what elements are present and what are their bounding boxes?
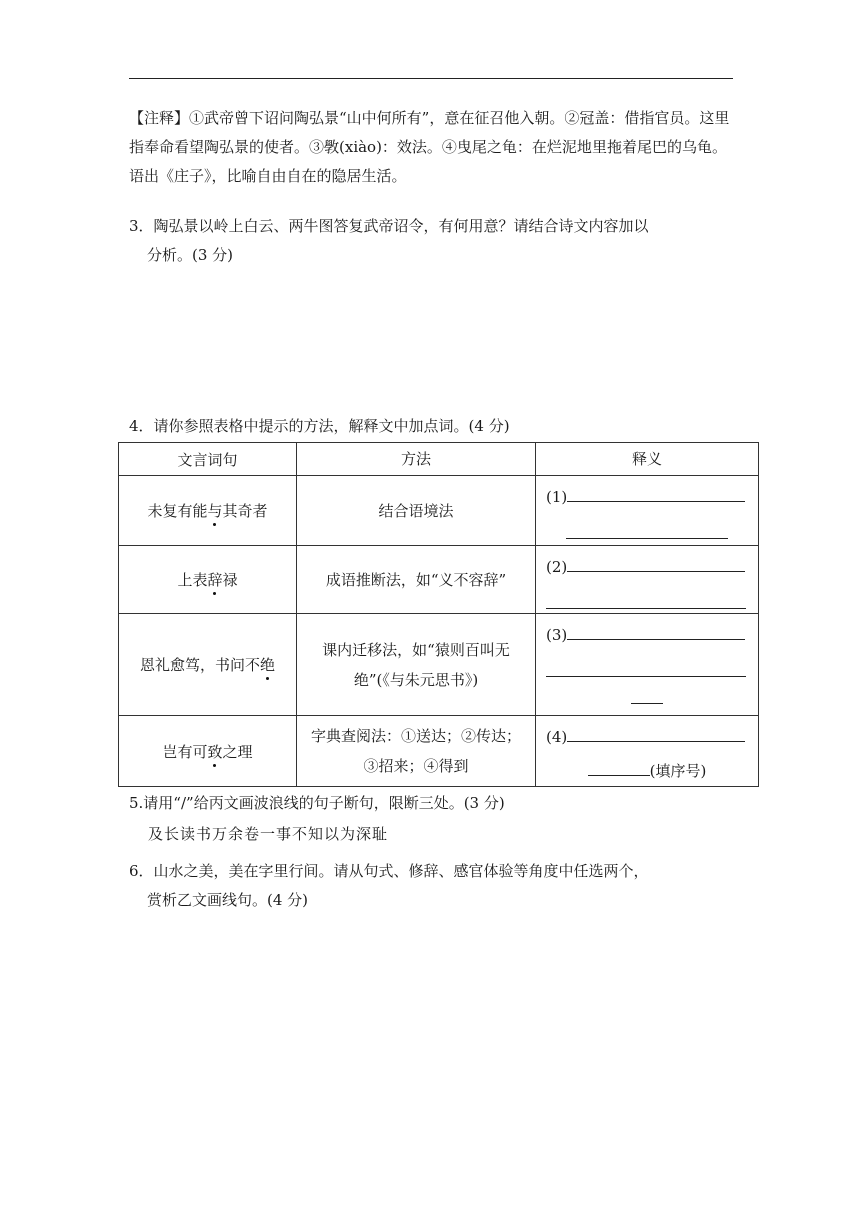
answer-cell <box>536 716 759 787</box>
phrase-cell <box>119 716 297 787</box>
answer-cell <box>536 546 759 614</box>
dotted-char: 致 <box>207 742 223 761</box>
answer-blank[interactable] <box>588 757 650 776</box>
question-5: 5.请用“/”给丙文画波浪线的句子断句，限断三处。(3 分) <box>129 794 505 812</box>
explanation-table <box>118 442 759 787</box>
phrase-cell <box>119 614 297 716</box>
question-3 <box>129 212 733 270</box>
phrase-cell <box>119 476 297 546</box>
dotted-char: 辞 <box>207 571 223 589</box>
phrase-text: 之理 <box>222 742 253 761</box>
note-text: ①武帝曾下诏问陶弘景“山中何所有”，意在征召他入朝。②冠盖：借指官员。这里指奉命看望陶弘景的使者。③斆(xiào)：效法。④曳尾之龟：在烂泥地里拖着尾巴的乌龟。语出《庄子》，比喻自由自在的隐居生活。 <box>129 109 730 185</box>
phrase-text: 未复有能 <box>147 502 208 520</box>
note-label: 【注释】 <box>129 109 190 127</box>
answer-number: (3) <box>546 626 568 644</box>
answer-blank[interactable] <box>567 483 745 502</box>
dotted-char: 绝 <box>260 656 276 674</box>
phrase-text: 上表 <box>177 571 208 589</box>
top-rule <box>129 78 733 79</box>
method-cell: 结合语境法 <box>297 476 536 546</box>
phrase-text: 禄 <box>222 571 238 589</box>
question-4: 4．请你参照表格中提示的方法，解释文中加点词。(4 分) <box>129 417 510 435</box>
phrase-text: 岂有可 <box>162 742 208 761</box>
question-3-line2: 分析。(3 分) <box>147 246 234 264</box>
answer-number: (2) <box>546 558 568 576</box>
table-row <box>119 476 759 546</box>
answer-blank[interactable] <box>546 658 746 677</box>
answer-number: (4) <box>546 728 568 746</box>
table-header: 文言词句 <box>119 443 297 476</box>
answer-hint: (填序号) <box>649 762 707 780</box>
table-header: 释义 <box>536 443 759 476</box>
phrase-cell <box>119 546 297 614</box>
method-cell: 字典查阅法：①送达；②传达；③招来；④得到 <box>297 716 536 787</box>
phrase-text: 其奇者 <box>222 502 268 520</box>
answer-hint-line <box>546 756 748 786</box>
table-row <box>119 716 759 787</box>
method-cell: 成语推断法，如“义不容辞” <box>297 546 536 614</box>
answer-cell <box>536 476 759 546</box>
dotted-char: 与 <box>207 502 223 520</box>
answer-blank[interactable] <box>567 553 745 572</box>
table-row <box>119 546 759 614</box>
question-6-line1: 6．山水之美，美在字里行间。请从句式、修辞、感官体验等角度中任选两个， <box>129 862 649 880</box>
answer-number: (1) <box>546 488 568 506</box>
question-5-sentence: 及长读书万余卷一事不知以为深耻 <box>148 825 389 843</box>
answer-blank[interactable] <box>546 590 746 609</box>
question-6 <box>129 857 733 915</box>
method-cell: 课内迁移法，如“猿则百叫无绝”(《与朱元思书》) <box>297 614 536 716</box>
question-6-line2: 赏析乙文画线句。(4 分) <box>147 891 309 909</box>
answer-cell <box>536 614 759 716</box>
answer-blank[interactable] <box>567 621 745 640</box>
table-header: 方法 <box>297 443 536 476</box>
answer-blank[interactable] <box>567 723 745 742</box>
answer-blank[interactable] <box>631 685 663 704</box>
table-header-row <box>119 443 759 476</box>
answer-blank[interactable] <box>566 520 728 539</box>
question-3-line1: 3．陶弘景以岭上白云、两牛图答复武帝诏令，有何用意？请结合诗文内容加以 <box>129 217 649 235</box>
annotation-note <box>129 104 733 191</box>
phrase-text: 恩礼愈笃，书问不 <box>139 656 260 674</box>
table-row <box>119 614 759 716</box>
